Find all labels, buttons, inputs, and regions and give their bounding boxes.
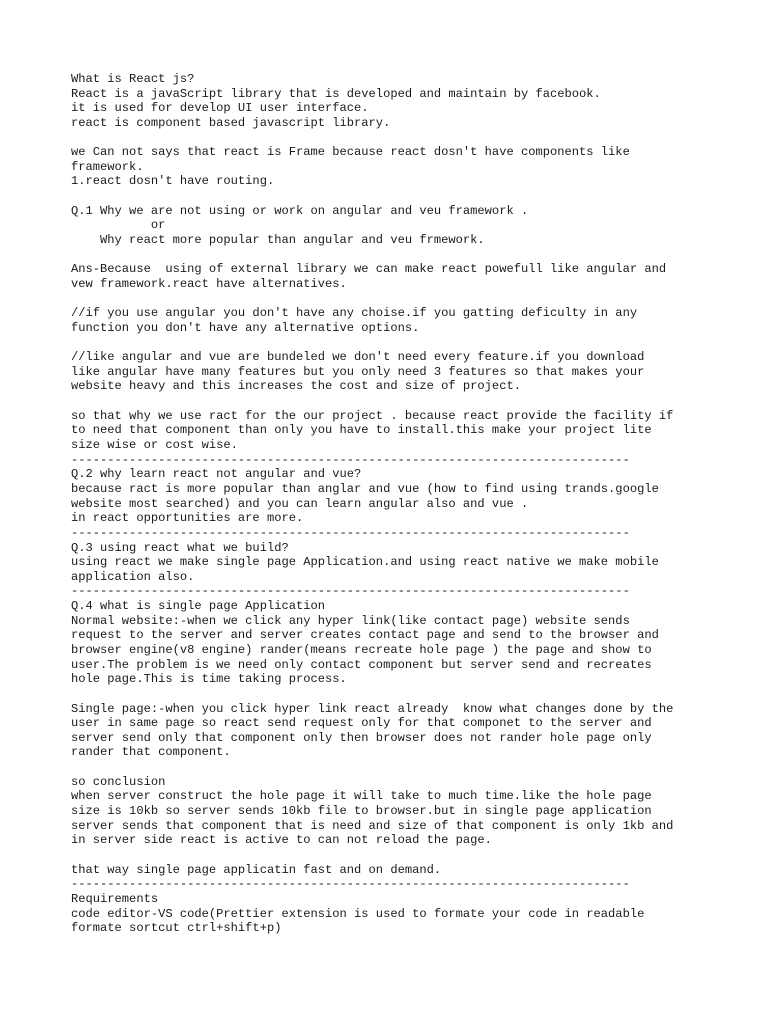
text-line: in react opportunities are more. [71,511,304,526]
text-line: Requirements [71,891,159,906]
text-line [71,248,751,263]
text-line: rander that component. [71,745,231,760]
text-line: 1.react dosn't have routing. [71,174,275,189]
text-line: request to the server and server creates contact page and send to the browser and [71,628,659,643]
text-line: it is used for develop UI user interface. [71,101,369,116]
text-line: because ract is more popular than anglar and vue (how to find using trands.google [71,481,659,496]
text-line: server send only that component only then browser does not rander hole page only [71,730,652,745]
text-line [71,292,751,307]
text-line: size wise or cost wise. [71,438,238,453]
text-line: formate sortcut ctrl+shift+p) [71,921,282,936]
text-line: browser engine(v8 engine) rander(means recreate hole page ) the page and show to [71,642,652,657]
text-line [71,336,751,351]
text-line [71,131,751,146]
text-line: Why react more popular than angular and veu frmework. [71,233,485,248]
text-line: using react we make single page Application.and using react native we make mobile [71,555,659,570]
text-line: like angular have many features but you only need 3 features so that makes your [71,364,645,379]
text-line: function you don't have any alternative options. [71,320,420,335]
text-line: so conclusion [71,774,166,789]
text-line: Q.1 Why we are not using or work on angular and veu framework . [71,203,529,218]
text-line: Ans-Because using of external library we can make react powefull like angular and [71,262,667,277]
text-line: React is a javaScript library that is developed and maintain by facebook. [71,86,601,101]
text-line: that way single page applicatin fast and on demand. [71,862,442,877]
text-line: //like angular and vue are bundeled we don't need every feature.if you download [71,350,645,365]
text-line: framework. [71,159,144,174]
text-line: Single page:-when you click hyper link react already know what changes done by the [71,701,674,716]
text-line: we Can not says that react is Frame because react dosn't have components like [71,145,630,160]
text-line: ----------------------------------------------------------------------------- [71,584,630,599]
text-line: Q.3 using react what we build? [71,540,289,555]
text-line: website most searched) and you can learn angular also and vue . [71,496,529,511]
text-line [71,687,751,702]
text-line: user.The problem is we need only contact component but server send and recreates [71,657,652,672]
text-line: ----------------------------------------------------------------------------- [71,877,630,892]
text-line: Q.4 what is single page Application [71,599,326,614]
text-line: so that why we use ract for the our project . because react provide the facility if [71,408,674,423]
text-line: in server side react is active to can not reload the page. [71,833,492,848]
document-text [71,72,751,936]
text-line: ----------------------------------------------------------------------------- [71,452,630,467]
text-line [71,848,751,863]
text-line [71,189,751,204]
text-line: //if you use angular you don't have any choise.if you gatting deficulty in any [71,306,638,321]
text-line: when server construct the hole page it will take to much time.like the hole page [71,789,652,804]
text-line: vew framework.react have alternatives. [71,276,347,291]
text-line: react is component based javascript library. [71,115,391,130]
text-line: website heavy and this increases the cost and size of project. [71,379,521,394]
text-line: Q.2 why learn react not angular and vue? [71,467,362,482]
text-line [71,760,751,775]
text-line: size is 10kb so server sends 10kb file to browser.but in single page application [71,804,652,819]
text-line [71,394,751,409]
text-line: or [71,218,166,233]
text-line: application also. [71,569,195,584]
text-line: What is React js? [71,72,195,86]
text-line: hole page.This is time taking process. [71,672,347,687]
text-line: server sends that component that is need and size of that component is only 1kb and [71,818,674,833]
text-line: Normal website:-when we click any hyper link(like contact page) website sends [71,613,630,628]
text-line: to need that component than only you have to install.this make your project lite [71,423,652,438]
text-line: user in same page so react send request only for that componet to the server and [71,716,652,731]
text-line: code editor-VS code(Prettier extension is used to formate your code in readable [71,906,645,921]
text-line: ----------------------------------------------------------------------------- [71,525,630,540]
